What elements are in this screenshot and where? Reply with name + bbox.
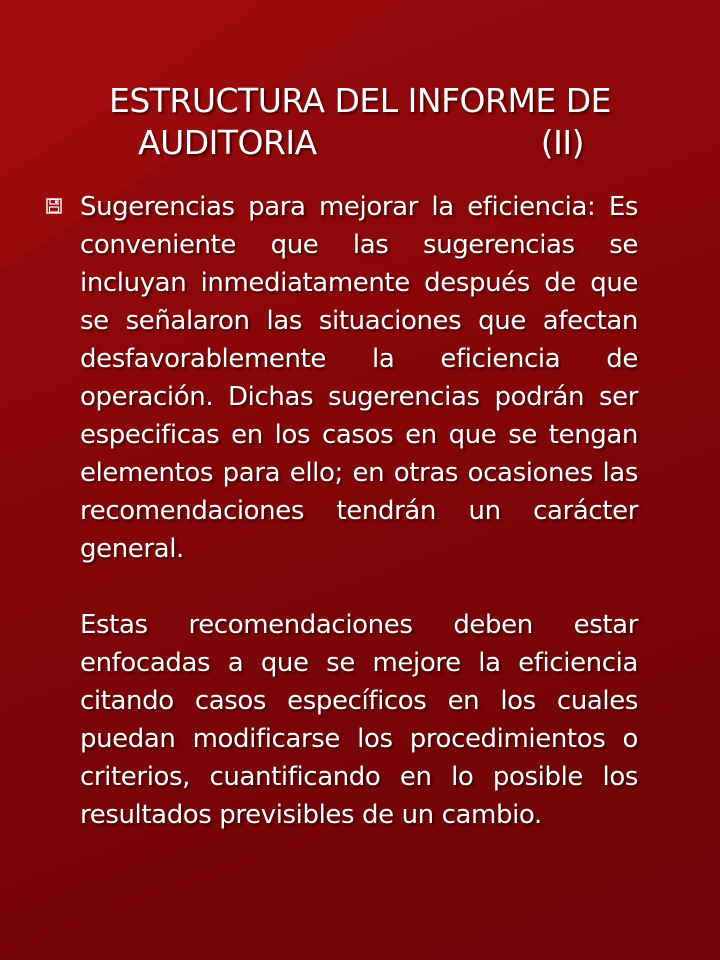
slide-body: [80, 188, 638, 834]
paragraph-suggestions: Sugerencias para mejorar la eficiencia: Es conveniente que las sugerencias se incluyan inmediatamente después de que se señalaron las situaciones que afectan desfavorablemente la eficiencia de operación. Dichas sugerencias podrán ser especificas en los casos en que se tengan elementos para ello; en otras ocasiones las recomendaciones tendrán un carácter general.: [80, 192, 638, 564]
title-line-2: [40, 122, 680, 164]
title-line-1: ESTRUCTURA DEL INFORME DE: [108, 81, 612, 120]
title-line-2-left: AUDITORIA: [138, 123, 317, 162]
paragraph-recommendations: Estas recomendaciones deben estar enfocadas a que se mejore la eficiencia citando casos específicos en los cuales puedan modificarse los procedimientos o criterios, cuantificando en lo posible los resultados previsibles de un cambio.: [80, 610, 638, 830]
floppy-disk-icon: [46, 198, 62, 214]
slide-title: [40, 80, 680, 164]
title-line-2-right: (II): [540, 123, 584, 162]
